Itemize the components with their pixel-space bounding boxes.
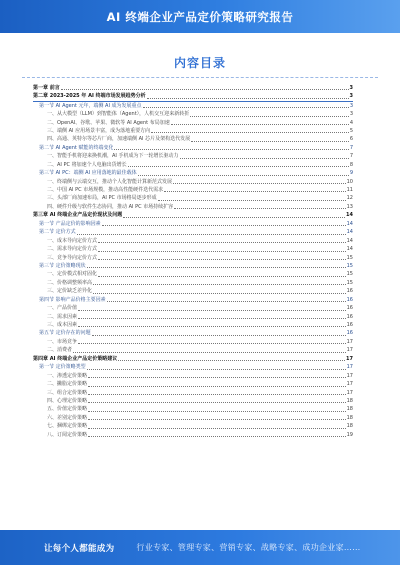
toc-subsection[interactable] bbox=[33, 203, 353, 211]
toc-leader-dots bbox=[93, 293, 346, 294]
toc-entry-page: 3 bbox=[349, 102, 353, 109]
toc-entry-page: 4 bbox=[349, 119, 353, 126]
toc-leader-dots bbox=[88, 419, 346, 420]
toc-leader-dots bbox=[191, 141, 349, 142]
toc-entry-page: 7 bbox=[349, 144, 353, 151]
toc-subsection[interactable] bbox=[33, 380, 353, 388]
toc-entry-label: 第四节 影响产品价格主要因素 bbox=[39, 296, 106, 303]
toc-entry-label: 一、产品价值 bbox=[47, 305, 78, 312]
toc-entry-label: 二、撇脂定价策略 bbox=[47, 381, 88, 388]
toc-entry-page: 14 bbox=[346, 229, 353, 236]
toc-chapter[interactable] bbox=[33, 84, 353, 92]
toc-leader-dots bbox=[78, 326, 346, 327]
toc-entry-page: 14 bbox=[346, 220, 353, 227]
table-of-contents bbox=[33, 84, 353, 524]
toc-leader-dots bbox=[190, 116, 349, 117]
toc-entry-label: 第二章 2023-2025 年 AI 终端市场发展趋势分析 bbox=[33, 93, 146, 100]
toc-chapter[interactable] bbox=[33, 211, 353, 219]
toc-subsection[interactable] bbox=[33, 127, 353, 135]
toc-leader-dots bbox=[98, 242, 346, 243]
toc-entry-page: 18 bbox=[346, 414, 353, 421]
toc-subsection[interactable] bbox=[33, 422, 353, 430]
toc-section[interactable] bbox=[33, 169, 353, 177]
toc-entry-label: 三、组合定价策略 bbox=[47, 389, 88, 396]
toc-leader-dots bbox=[102, 225, 346, 226]
toc-leader-dots bbox=[88, 402, 346, 403]
toc-subsection[interactable] bbox=[33, 270, 353, 278]
toc-entry-label: 三、端侧 AI 应用场景丰富，成为落地重要方向 bbox=[47, 127, 151, 134]
toc-leader-dots bbox=[78, 310, 346, 311]
toc-entry-page: 6 bbox=[349, 136, 353, 143]
toc-entry-page: 14 bbox=[346, 246, 353, 253]
toc-entry-page: 16 bbox=[346, 288, 353, 295]
toc-entry-label: 第五节 定价存在的问题 bbox=[39, 330, 91, 337]
toc-leader-dots bbox=[180, 158, 349, 159]
toc-subsection[interactable] bbox=[33, 245, 353, 253]
toc-leader-dots bbox=[88, 394, 346, 395]
report-title: AI 终端企业产品定价策略研究报告 bbox=[106, 9, 294, 24]
toc-leader-dots bbox=[88, 436, 346, 437]
toc-entry-label: 第一节 定价策略类型 bbox=[39, 364, 86, 371]
toc-entry-label: 六、差别定价策略 bbox=[47, 414, 88, 421]
toc-leader-dots bbox=[174, 208, 345, 209]
toc-entry-page: 3 bbox=[349, 93, 353, 100]
toc-leader-dots bbox=[143, 107, 349, 108]
toc-section[interactable] bbox=[33, 262, 353, 270]
toc-entry-label: 一、市场竞争 bbox=[47, 338, 78, 345]
toc-subsection[interactable] bbox=[33, 346, 353, 354]
toc-subsection[interactable] bbox=[33, 372, 353, 380]
toc-section[interactable] bbox=[33, 220, 353, 228]
toc-entry-label: 第三节 定价策略现状 bbox=[39, 262, 86, 269]
toc-leader-dots bbox=[88, 386, 346, 387]
toc-subsection[interactable] bbox=[33, 110, 353, 118]
footer-slogan: 让每个人都能成为 bbox=[44, 543, 115, 554]
footer-banner bbox=[0, 530, 400, 565]
toc-entry-page: 16 bbox=[346, 330, 353, 337]
toc-subsection[interactable] bbox=[33, 161, 353, 169]
toc-entry-page: 16 bbox=[346, 305, 353, 312]
toc-entry-label: 第一章 前言 bbox=[33, 84, 60, 91]
toc-leader-dots bbox=[88, 377, 346, 378]
toc-entry-page: 8 bbox=[349, 161, 353, 168]
toc-leader-dots bbox=[93, 284, 346, 285]
toc-leader-dots bbox=[114, 149, 348, 150]
toc-entry-label: 三、头部厂商加速布局，AI PC 市场格局逐步形成 bbox=[47, 195, 157, 202]
toc-subsection[interactable] bbox=[33, 414, 353, 422]
toc-entry-label: 二、OpenAI、谷歌、苹果、微软等 AI Agent 布局加速 bbox=[47, 119, 170, 126]
toc-leader-dots bbox=[164, 191, 345, 192]
toc-leader-dots bbox=[87, 369, 346, 370]
toc-leader-dots bbox=[88, 428, 346, 429]
toc-entry-page: 17 bbox=[346, 381, 353, 388]
toc-entry-page: 17 bbox=[346, 347, 353, 354]
toc-subsection[interactable] bbox=[33, 389, 353, 397]
toc-section[interactable] bbox=[33, 144, 353, 152]
toc-subsection[interactable] bbox=[33, 338, 353, 346]
report-header-banner bbox=[0, 0, 400, 33]
toc-entry-label: 一、定价模式相对固化 bbox=[47, 271, 98, 278]
toc-entry-page: 7 bbox=[349, 153, 353, 160]
toc-entry-page: 16 bbox=[346, 313, 353, 320]
toc-leader-dots bbox=[98, 251, 346, 252]
toc-entry-page: 16 bbox=[346, 296, 353, 303]
toc-entry-page: 3 bbox=[349, 84, 353, 91]
toc-subsection[interactable] bbox=[33, 431, 353, 439]
toc-subsection[interactable] bbox=[33, 237, 353, 245]
toc-entry-page: 19 bbox=[346, 431, 353, 438]
toc-entry-page: 15 bbox=[346, 254, 353, 261]
toc-leader-dots bbox=[73, 352, 346, 353]
toc-subsection[interactable] bbox=[33, 287, 353, 295]
toc-entry-page: 12 bbox=[346, 195, 353, 202]
toc-entry-label: 第一节 产品定价的影响因素 bbox=[39, 220, 101, 227]
toc-leader-dots bbox=[78, 318, 346, 319]
toc-subsection[interactable] bbox=[33, 279, 353, 287]
toc-section[interactable] bbox=[33, 102, 353, 110]
toc-subsection[interactable] bbox=[33, 119, 353, 127]
toc-entry-page: 16 bbox=[346, 322, 353, 329]
toc-leader-dots bbox=[77, 234, 346, 235]
toc-entry-label: 二、消费者 bbox=[47, 347, 73, 354]
toc-entry-label: 第一节 AI Agent 元年，端侧 AI 成为发展重点 bbox=[39, 102, 142, 109]
toc-entry-label: 二、中国 AI PC 市场规模，推动高性能硬件迭代需求 bbox=[47, 187, 164, 194]
toc-entry-page: 17 bbox=[346, 372, 353, 379]
toc-leader-dots bbox=[128, 166, 349, 167]
toc-leader-dots bbox=[147, 98, 349, 99]
toc-entry-page: 13 bbox=[346, 203, 353, 210]
toc-section[interactable] bbox=[33, 296, 353, 304]
toc-entry-label: 第二节 定价方式 bbox=[39, 229, 76, 236]
toc-entry-page: 14 bbox=[346, 212, 353, 219]
toc-entry-page: 18 bbox=[346, 397, 353, 404]
toc-entry-page: 9 bbox=[349, 170, 353, 177]
toc-section[interactable] bbox=[33, 228, 353, 236]
toc-subsection[interactable] bbox=[33, 152, 353, 160]
toc-entry-label: 一、智能手机将迎来换机潮，AI 手机成为下一轮增长驱动力 bbox=[47, 153, 179, 160]
toc-leader-dots bbox=[123, 217, 345, 218]
toc-entry-label: 五、价值定价策略 bbox=[47, 406, 88, 413]
toc-entry-page: 15 bbox=[346, 279, 353, 286]
toc-entry-label: 四、高通、英特尔等芯片厂商，加速端侧 AI 芯片及架构迭代发展 bbox=[47, 136, 191, 143]
toc-leader-dots bbox=[171, 124, 349, 125]
toc-entry-label: 三、定价缺乏差异化 bbox=[47, 288, 93, 295]
toc-entry-label: 一、从大模型（LLM）到智能体（Agent），人机交互迎来新转折 bbox=[47, 111, 190, 118]
toc-subsection[interactable] bbox=[33, 135, 353, 143]
toc-chapter[interactable] bbox=[33, 92, 353, 100]
toc-entry-label: 第四章 AI 终端企业产品定价策略建议 bbox=[33, 355, 118, 362]
toc-entry-label: 七、捆绑定价策略 bbox=[47, 423, 88, 430]
toc-entry-page: 10 bbox=[346, 178, 353, 185]
toc-leader-dots bbox=[107, 301, 346, 302]
toc-subsection[interactable] bbox=[33, 313, 353, 321]
toc-entry-label: 二、需求导向定价方式 bbox=[47, 246, 98, 253]
toc-leader-dots bbox=[98, 259, 346, 260]
toc-leader-dots bbox=[78, 343, 346, 344]
toc-entry-page: 3 bbox=[349, 111, 353, 118]
toc-entry-page: 17 bbox=[346, 389, 353, 396]
toc-leader-dots bbox=[98, 276, 346, 277]
toc-subsection[interactable] bbox=[33, 321, 353, 329]
toc-subsection[interactable] bbox=[33, 186, 353, 194]
toc-entry-label: 三、竞争导向定价方式 bbox=[47, 254, 98, 261]
toc-section[interactable] bbox=[33, 363, 353, 371]
toc-entry-page: 15 bbox=[346, 262, 353, 269]
toc-leader-dots bbox=[118, 360, 345, 361]
toc-subsection[interactable] bbox=[33, 254, 353, 262]
toc-entry-label: 四、心理定价策略 bbox=[47, 397, 88, 404]
toc-entry-label: 四、硬件升级与软件生态协同，推动 AI PC 市场持续扩容 bbox=[47, 203, 174, 210]
toc-entry-page: 5 bbox=[349, 127, 353, 134]
toc-entry-page: 18 bbox=[346, 406, 353, 413]
toc-subsection[interactable] bbox=[33, 304, 353, 312]
toc-entry-label: 第二节 AI Agent 赋能的终端变化 bbox=[39, 144, 114, 151]
toc-subsection[interactable] bbox=[33, 405, 353, 413]
toc-leader-dots bbox=[87, 267, 346, 268]
toc-entry-page: 11 bbox=[346, 187, 353, 194]
toc-entry-label: 一、成本导向定价方式 bbox=[47, 237, 98, 244]
toc-entry-page: 14 bbox=[346, 237, 353, 244]
footer-tagline: 行业专家、管理专家、营销专家、战略专家、成功企业家…… bbox=[136, 543, 361, 552]
toc-subsection[interactable] bbox=[33, 397, 353, 405]
toc-leader-dots bbox=[88, 411, 346, 412]
toc-chapter[interactable] bbox=[33, 355, 353, 363]
toc-entry-label: 第三节 AI PC：端侧 AI 应用落地的最佳载体 bbox=[39, 170, 137, 177]
toc-entry-page: 17 bbox=[346, 364, 353, 371]
toc-entry-label: 二、需求因素 bbox=[47, 313, 78, 320]
toc-entry-label: 第三章 AI 终端企业产品定价现状及问题 bbox=[33, 212, 123, 219]
toc-leader-dots bbox=[173, 183, 346, 184]
toc-leader-dots bbox=[92, 335, 346, 336]
toc-entry-label: 二、价格调整频率高 bbox=[47, 279, 93, 286]
toc-heading: 内容目录 bbox=[173, 56, 226, 70]
toc-entry-page: 17 bbox=[346, 338, 353, 345]
toc-section[interactable] bbox=[33, 329, 353, 337]
toc-entry-label: 一、终端侧与云端交互，推动个人化智能计算新范式发展 bbox=[47, 178, 173, 185]
toc-leader-dots bbox=[158, 200, 346, 201]
toc-leader-dots bbox=[151, 132, 349, 133]
toc-subsection[interactable] bbox=[33, 194, 353, 202]
heading-divider bbox=[22, 77, 378, 78]
toc-entry-page: 18 bbox=[346, 423, 353, 430]
toc-entry-label: 三、成本因素 bbox=[47, 322, 78, 329]
toc-entry-page: 17 bbox=[346, 355, 353, 362]
toc-entry-label: 二、AI PC 将加速个人电脑出货增长 bbox=[47, 161, 127, 168]
toc-entry-label: 八、订阅定价策略 bbox=[47, 431, 88, 438]
toc-entry-page: 15 bbox=[346, 271, 353, 278]
toc-leader-dots bbox=[138, 175, 349, 176]
toc-entry-label: 一、渗透定价策略 bbox=[47, 372, 88, 379]
toc-subsection[interactable] bbox=[33, 178, 353, 186]
toc-leader-dots bbox=[61, 89, 349, 90]
